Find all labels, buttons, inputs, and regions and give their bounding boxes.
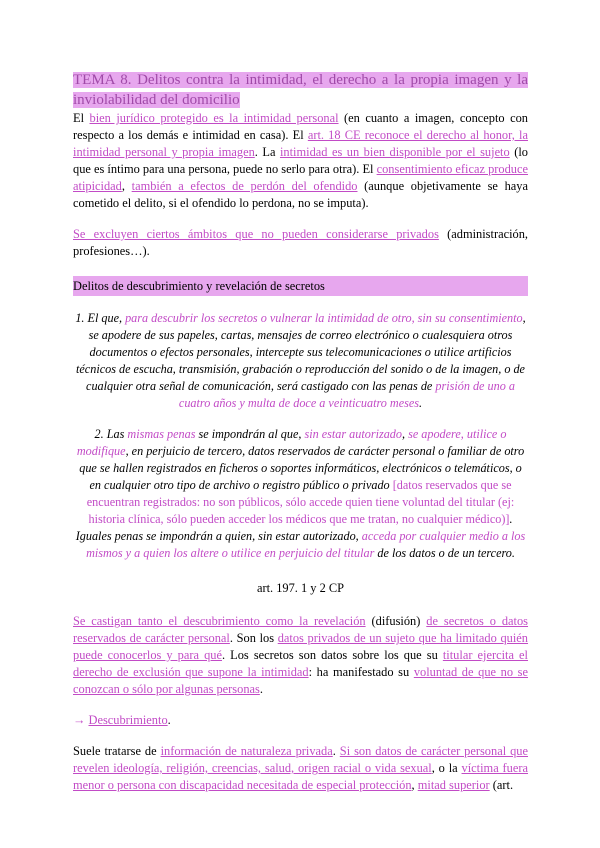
section-heading-text: Delitos de descubrimiento y revelación de secretos — [73, 279, 325, 293]
highlight-text: titular ejercita el derecho de exclusión que supone la intimidad — [73, 648, 529, 679]
text: . — [259, 682, 263, 696]
highlight-text: intimidad es un bien disponible por el sujeto — [279, 145, 510, 159]
text: , se apodere de sus papeles, cartas, mensajes de correo electrónico o cualesquiera otros documentos o efectos personales, intercepte sus telecomunicaciones o utilice artificios técnicos de escucha, transmisión, grabación o reproducción del sonido o de la imagen, o de cualquier otra señal de comunicación, será castigado con las penas de — [76, 311, 526, 393]
highlight-text: datos privados de un sujeto que ha limitado quién puede conocerlos y para qué — [73, 631, 529, 662]
highlight-text: para descubrir los secretos o vulnerar la intimidad de otro, sin su consentimiento — [125, 311, 523, 325]
article-reference: art. 197. 1 y 2 CP — [256, 581, 345, 595]
text: . — [332, 744, 340, 758]
text: 1. El que, — [75, 311, 126, 325]
paragraph-exclusions — [73, 226, 528, 260]
highlight-text: bien jurídico protegido es la intimidad personal — [89, 111, 339, 125]
title-block — [73, 70, 528, 110]
highlight-text: consentimiento eficaz produce atipicidad — [73, 162, 529, 193]
text: , en perjuicio de tercero, datos reservados de carácter personal o familiar de otro que se hallen registrados en ficheros o soportes informáticos, electrónicos o telemáticos, o en cualquier otro tipo de archivo o registro público o privado — [79, 444, 525, 492]
highlight-text: sin estar autorizado — [304, 427, 402, 441]
highlight-text: mismas penas — [127, 427, 196, 441]
highlight-text: mitad superior — [417, 778, 490, 792]
highlight-text: Se castigan tanto el descubrimiento como la revelación — [73, 614, 366, 628]
text: de los datos o de un tercero. — [374, 546, 515, 560]
highlight-text: Se excluyen ciertos ámbitos que no pueden considerarse privados — [73, 227, 439, 241]
highlight-text: víctima fuera menor o persona con discapacidad necesitada de especial protección — [73, 761, 528, 792]
text: . — [167, 713, 171, 727]
legal-quote-1 — [73, 310, 528, 412]
text: (art. — [489, 778, 514, 792]
text: . — [419, 396, 423, 410]
subheading-descubrimiento — [73, 712, 528, 729]
paragraph-secrets — [73, 613, 528, 698]
highlight-text: art. 18 CE reconoce el derecho al honor, la intimidad personal y propia imagen — [73, 128, 528, 159]
text: El — [73, 111, 90, 125]
paragraph-intro — [73, 110, 528, 212]
document-page — [73, 70, 528, 794]
text: (en cuanto a imagen, concepto con respecto a los demás e intimidad en casa). El — [73, 111, 528, 142]
subheading-label: Descubrimiento — [88, 713, 168, 727]
text: se impondrán al que, — [195, 427, 305, 441]
highlight-text: voluntad de que no se conozcan o sólo por algunas personas — [73, 665, 528, 696]
text: , o la — [431, 761, 462, 775]
text: : ha manifestado su — [308, 665, 414, 679]
text: Suele tratarse de — [73, 744, 161, 758]
highlight-text: Si son datos de carácter personal que revelen ideología, religión, creencias, salud, origen racial o vida sexual — [73, 744, 528, 775]
text: (aunque objetivamente se haya cometido el delito, si el ofendido lo perdona, no se imputa). — [73, 179, 528, 210]
text: (administración, profesiones…). — [73, 227, 528, 258]
text: (difusión) — [365, 614, 427, 628]
arrow-icon: → — [73, 713, 89, 727]
text: , — [411, 778, 418, 792]
highlight-text: se apodere, utilice o modifique — [76, 427, 507, 458]
section-heading — [73, 276, 528, 296]
paragraph-discovery — [73, 743, 528, 794]
text: , — [401, 427, 409, 441]
annotation-note: [datos reservados que se encuentran registrados: no son públicos, sólo accede quien tiene voluntad del titular (ej: historia clínica, sólo pueden acceder los médicos que me tratan, no cualquier médico)] — [86, 478, 515, 526]
text: . Iguales penas se impondrán a quien, sin estar autorizado, — [75, 512, 513, 543]
highlight-text: prisión de uno a cuatro años y multa de doce a veinticuatro meses — [178, 379, 515, 410]
text: , — [121, 179, 132, 193]
text: . Los secretos son datos sobre los que su — [221, 648, 443, 662]
highlight-text: información de naturaleza privada — [160, 744, 333, 758]
page-title: TEMA 8. Delitos contra la intimidad, el derecho a la propia imagen y la inviolabilidad del domicilio — [73, 72, 528, 108]
highlight-text: acceda por cualquier medio a los mismos y a quien los altere o utilice en perjuicio del titular — [86, 529, 526, 560]
text: . La — [254, 145, 280, 159]
legal-quote-2 — [73, 426, 528, 562]
text: . Son los — [229, 631, 278, 645]
text: (lo que es íntimo para una persona, puede no serlo para otra). El — [73, 145, 528, 176]
highlight-text: de secretos o datos reservados de carácter personal — [73, 614, 529, 645]
text: 2. Las — [94, 427, 128, 441]
highlight-text: también a efectos de perdón del ofendido — [131, 179, 358, 193]
